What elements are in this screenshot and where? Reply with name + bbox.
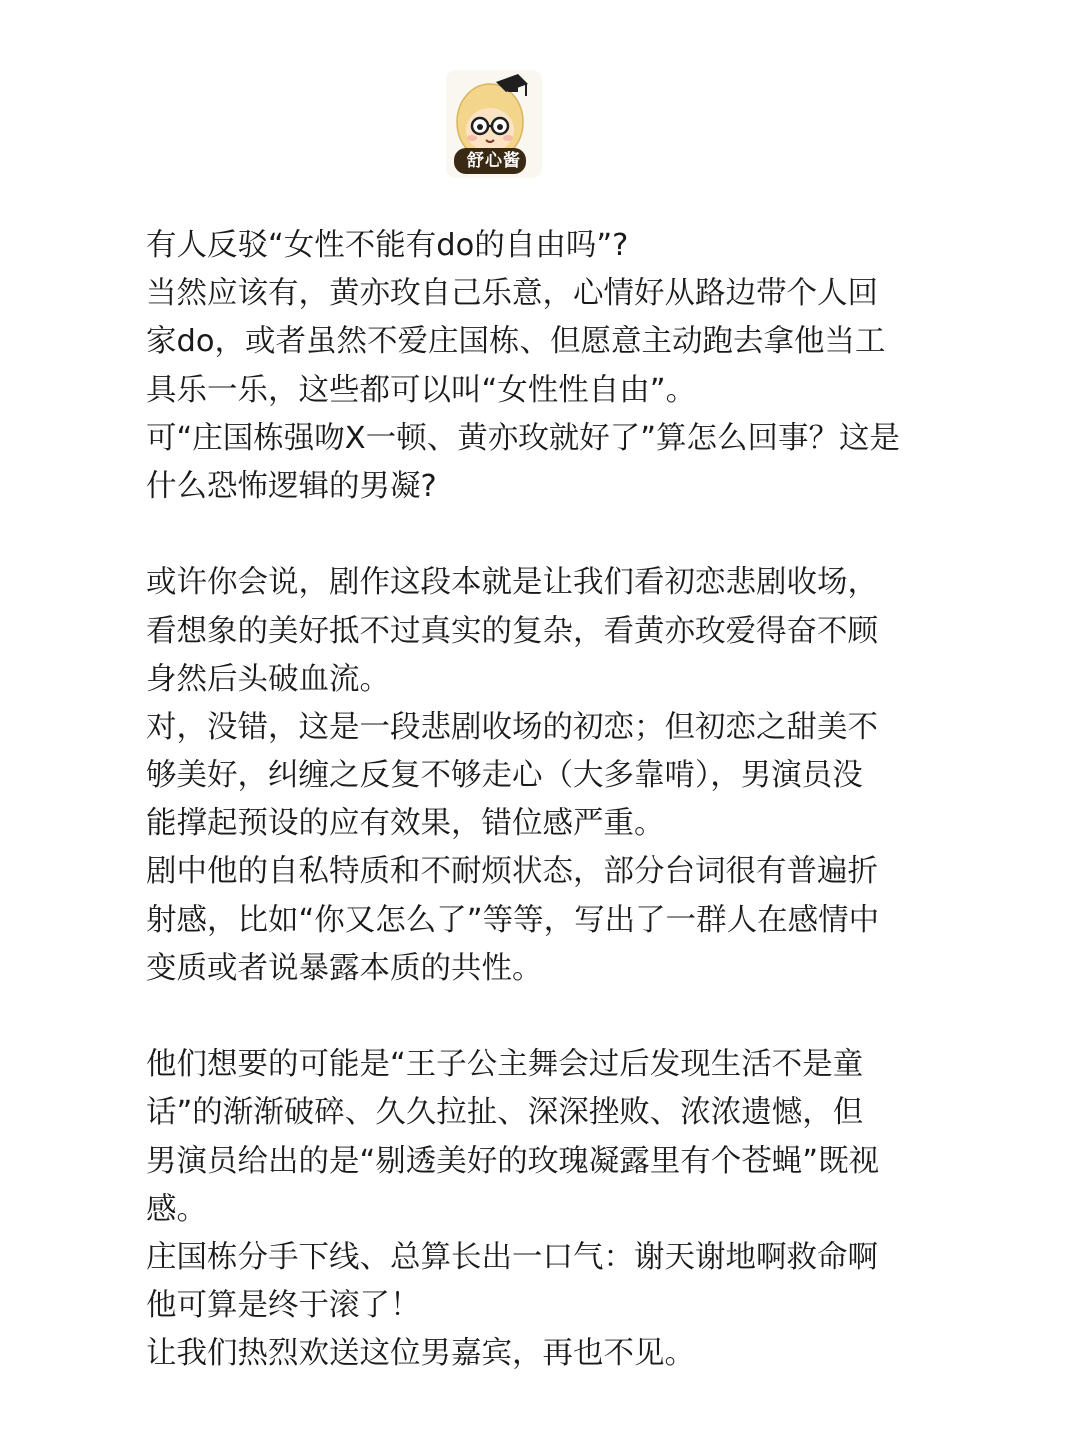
article-body — [146, 222, 936, 1379]
text-line: 让我们热烈欢送这位男嘉宾，再也不见。 — [146, 1336, 695, 1372]
paragraph-2 — [146, 559, 936, 993]
text-line: 或许你会说，剧作这段本就是让我们看初恋悲剧收场， — [146, 565, 878, 601]
text-line: 变质或者说暴露本质的共性。 — [146, 950, 543, 986]
text-line: 身然后头破血流。 — [146, 661, 390, 697]
paragraph-1 — [146, 222, 936, 511]
text-line: 有人反驳“女性不能有do的自由吗”? — [146, 228, 629, 263]
text-line: 能撑起预设的应有效果，错位感严重。 — [146, 806, 665, 842]
paragraph-spacer — [146, 511, 936, 559]
text-line: 射感，比如“你又怎么了”等等，写出了一群人在感情中 — [146, 902, 880, 938]
text-line: 庄国栋分手下线、总算长出一口气：谢天谢地啊救命啊 — [146, 1239, 878, 1275]
text-line: 可“庄国栋强吻X一顿、黄亦玫就好了”算怎么回事？这是 — [146, 420, 900, 456]
text-line: 他可算是终于滚了！ — [146, 1288, 421, 1324]
text-line: 男演员给出的是“剔透美好的玫瑰凝露里有个苍蝇”既视 — [146, 1143, 880, 1179]
paragraph-spacer — [146, 993, 936, 1041]
text-line: 够美好，纠缠之反复不够走心（大多靠啃），男演员没 — [146, 758, 863, 794]
text-line: 看想象的美好抵不过真实的复杂，看黄亦玫爱得奋不顾 — [146, 613, 878, 649]
brand-logo — [446, 70, 542, 178]
text-line: 话”的渐渐破碎、久久拉扯、深深挫败、浓浓遗憾，但 — [146, 1095, 864, 1131]
text-line: 对，没错，这是一段悲剧收场的初恋；但初恋之甜美不 — [146, 709, 878, 745]
text-line: 剧中他的自私特质和不耐烦状态，部分台词很有普遍折 — [146, 854, 878, 890]
text-line: 当然应该有，黄亦玫自己乐意，心情好从路边带个人回 — [146, 276, 878, 312]
text-line: 什么恐怖逻辑的男凝? — [146, 468, 437, 504]
text-line: 具乐一乐，这些都可以叫“女性性自由”。 — [146, 372, 697, 408]
text-line: 家do，或者虽然不爱庄国栋、但愿意主动跑去拿他当工 — [146, 324, 886, 360]
text-line: 他们想要的可能是“王子公主舞会过后发现生活不是童 — [146, 1047, 864, 1083]
brand-text: 舒心酱 — [467, 151, 521, 171]
paragraph-3 — [146, 1041, 936, 1378]
text-line: 感。 — [146, 1191, 207, 1227]
